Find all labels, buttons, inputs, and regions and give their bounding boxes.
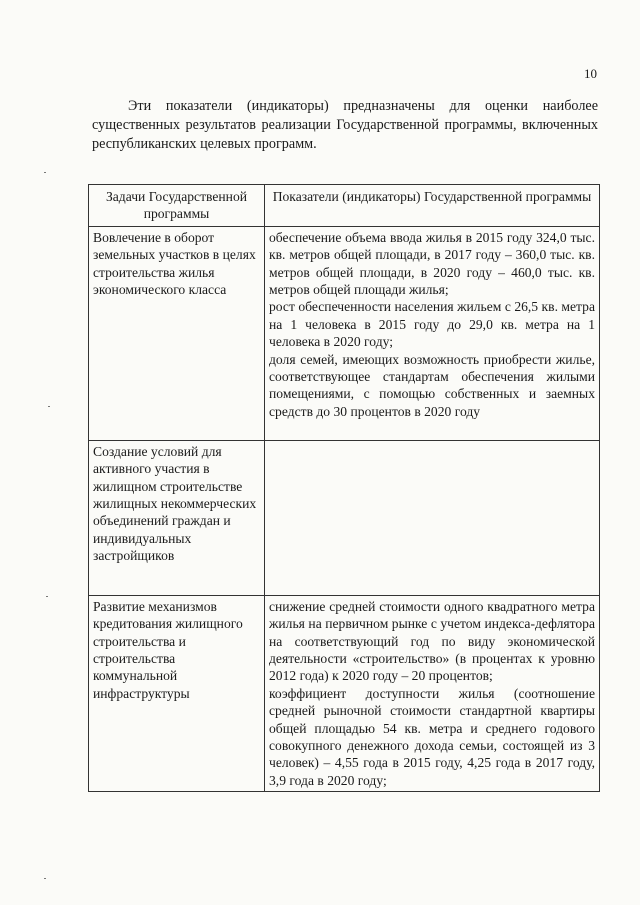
page-number: 10 (584, 66, 597, 81)
indicator-item: снижение средней стоимости одного квадратного метра жилья на первичном рынке с учетом индекса-дефлятора на соответствующий год по виду экономической деятельности «строительство» (в процентах к уровню 2012 года) к 2020 году – 20 процентов; (269, 598, 595, 684)
task-cell: Вовлечение в оборот земельных участков в целях строительства жилья экономического класса (89, 226, 265, 440)
table-row (89, 440, 600, 595)
indicators-cell (265, 595, 600, 791)
indicator-item: коэффициент доступности жилья (соотношение средней рыночной стоимости стандартной квартиры общей площадью 54 кв. метра и среднего годового совокупного денежного дохода семьи, состоящей из 3 человек) – 4,55 года в 2015 году, 4,25 года в 2017 году, 3,9 года в 2020 году; (269, 685, 595, 788)
scan-mark (46, 596, 48, 597)
indicator-item: обеспечение объема ввода жилья в 2015 году 324,0 тыс. кв. метров общей площади, в 2017 году – 360,0 тыс. кв. метров общей площади, в 2020 году – 460,0 тыс. кв. метров общей площади жилья; (269, 229, 595, 298)
header-tasks: Задачи Государственной программы (89, 185, 265, 227)
intro-paragraph: Эти показатели (индикаторы) предназначены для оценки наиболее существенных результатов реализации Государственной программы, включенных республиканских целевых программ. (92, 98, 598, 152)
indicators-cell (265, 440, 600, 595)
indicator-item: рост обеспеченности населения жильем с 26,5 кв. метра на 1 человека в 2015 году до 29,0 кв. метра на 1 человека в 2020 году; (269, 299, 595, 350)
goals-indicators-table (88, 184, 600, 792)
table-header-row (89, 185, 600, 227)
scan-mark (44, 172, 46, 173)
header-indicators: Показатели (индикаторы) Государственной программы (265, 185, 600, 227)
scan-mark (44, 878, 46, 879)
task-cell: Создание условий для активного участия в жилищном строительстве жилищных некоммерческих объединений граждан и индивидуальных застройщиков (89, 440, 265, 595)
scan-mark (48, 406, 50, 407)
table-row (89, 226, 600, 440)
indicator-item: доля семей, имеющих возможность приобрести жилье, соответствующее стандартам обеспечения жилыми помещениями, с помощью собственных и заемных средств до 30 процентов в 2020 году (269, 351, 595, 419)
task-cell: Развитие механизмов кредитования жилищного строительства и строительства коммунальной инфраструктуры (89, 595, 265, 791)
indicators-cell (265, 226, 600, 440)
table-row (89, 595, 600, 791)
